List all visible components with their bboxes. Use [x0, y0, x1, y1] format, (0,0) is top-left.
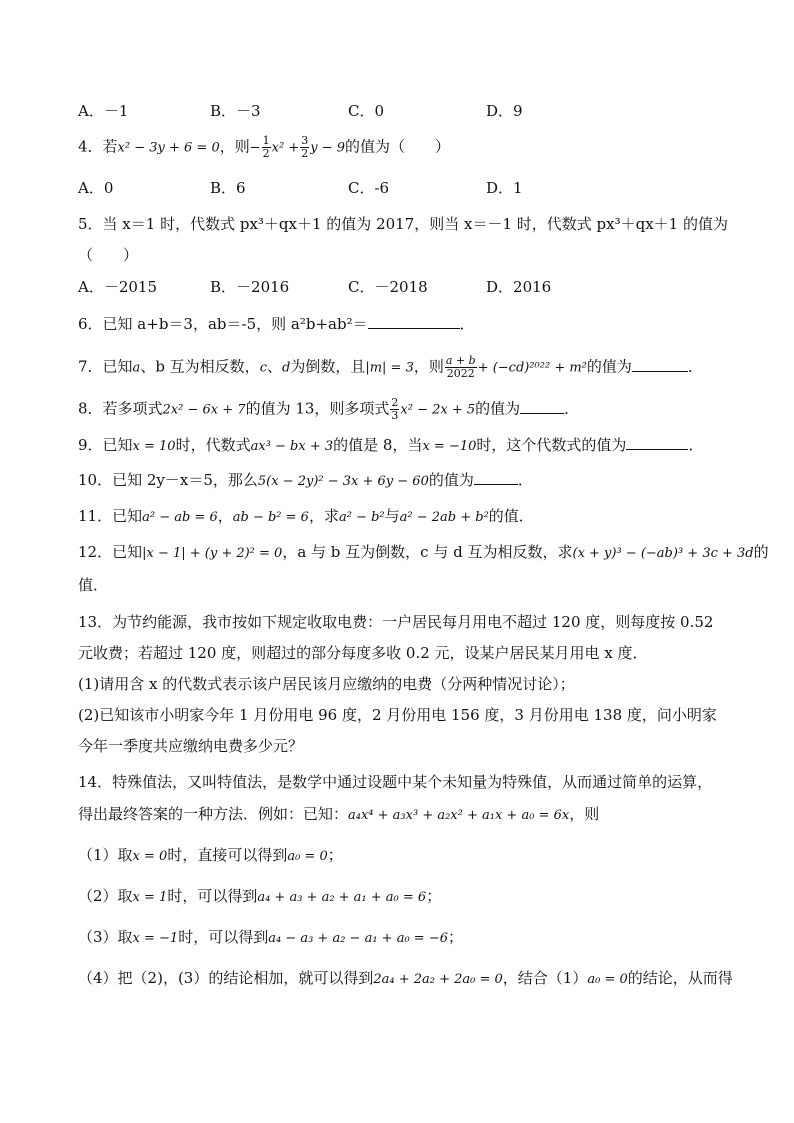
- q9-text-2: 的值是 8，当: [333, 436, 423, 454]
- question-6: [78, 314, 714, 334]
- q14-s1-eq: a₀ = 0: [287, 849, 328, 864]
- q3-option-a: A．－1: [78, 102, 129, 120]
- question-7: [78, 355, 714, 380]
- q4-option-b: B．6: [210, 179, 246, 197]
- q14-s2-x: x = 1: [132, 890, 168, 905]
- q5-option-a: A．－2015: [78, 278, 158, 296]
- question-9: [78, 435, 714, 457]
- q10-expr: 5(x − 2y)² − 3x + 6y − 60: [257, 474, 429, 489]
- q12-prefix: 12．已知: [78, 543, 143, 561]
- q11-expr-1: a² − b²: [338, 510, 385, 525]
- q10-answer-blank: [474, 470, 518, 485]
- q11-suffix: 的值．: [488, 507, 534, 525]
- q3-option-c: C．0: [348, 102, 385, 120]
- q14-s1-x: x = 0: [132, 849, 168, 864]
- q5-option-b: B．－2016: [210, 278, 290, 296]
- q4-option-d: D．1: [486, 179, 523, 197]
- q7-text-1: 、b 互为相反数，: [140, 357, 260, 376]
- q4-option-c: C．-6: [348, 179, 390, 197]
- q11-and: 与: [384, 507, 400, 525]
- q4-term-2: y − 9: [310, 140, 345, 156]
- q4-option-a: A．0: [78, 179, 114, 197]
- question-13-part-2: (2)已知该市小明家今年 1 月份用电 96 度，2 月份用电 156 度，3 月份用电 138 度，问小明家: [78, 706, 717, 724]
- q8-fraction: [390, 397, 399, 422]
- q7-suffix: 的值为: [586, 357, 632, 376]
- q8-expr-2: x² − 2x + 5: [400, 402, 476, 418]
- q7-expr: + (−cd)²⁰²² + m²: [477, 360, 587, 376]
- q5-option-d: D．2016: [486, 278, 552, 296]
- q9-cond-1: x = 10: [132, 439, 176, 454]
- q4-minus: −: [249, 140, 261, 156]
- q14-s1-end: ；: [327, 846, 343, 864]
- q14-s2-mid: 时，可以得到: [167, 887, 258, 905]
- q12-mid: ，a 与 b 互为倒数，c 与 d 互为相反数，求: [282, 543, 573, 561]
- q6-end: ．: [459, 315, 475, 333]
- q11-ask: ，求: [308, 507, 339, 525]
- q11-prefix: 11．已知: [78, 507, 143, 525]
- q3-option-d: D．9: [486, 102, 523, 120]
- q11-eq-1: a² − ab = 6: [142, 510, 218, 525]
- q4-condition: x² − 3y + 6 = 0: [117, 140, 220, 156]
- q7-abs: |m| = 3: [365, 360, 414, 376]
- question-14-step-3: [78, 927, 714, 949]
- q9-cond-2: x = −10: [422, 439, 477, 454]
- q14-identity: a₄x⁴ + a₃x³ + a₂x² + a₁x + a₀ = 6x: [348, 808, 570, 823]
- q7-fraction: [445, 355, 477, 380]
- q7-var-d: d: [281, 360, 291, 376]
- q9-end: ．: [688, 436, 704, 454]
- q14-s4-end: 的结论，从而得: [627, 969, 733, 987]
- q8-mid: 的值为 13，则多项式: [245, 399, 390, 418]
- q7-var-c: c: [259, 360, 267, 376]
- q9-answer-blank: [626, 435, 688, 450]
- q8-answer-blank: [520, 399, 564, 414]
- q8-expr-1: 2x² − 6x + 7: [162, 402, 246, 418]
- q14-s1-pre: （1）取: [78, 846, 133, 864]
- q10-end: ．: [517, 471, 533, 489]
- q12-expr: (x + y)³ − (−ab)³ + 3c + 3d: [572, 546, 754, 561]
- q14-then: ，则: [569, 805, 600, 823]
- q8-suffix: 的值为: [475, 399, 521, 418]
- q14-s3-eq: a₄ − a₃ + a₂ − a₁ + a₀ = −6: [268, 931, 448, 946]
- q4-f1-num: 1: [262, 134, 270, 147]
- q6-text: 6．已知 a+b＝3，ab＝-5，则 a²b+ab²＝: [78, 315, 368, 333]
- question-5-line-1: 5．当 x＝1 时，代数式 px³＋qx＋1 的值为 2017，则当 x＝－1 时，代数式 px³＋qx＋1 的值为: [78, 215, 728, 233]
- question-14-step-1: [78, 845, 714, 867]
- q12-condition: |x − 1| + (y + 2)² = 0: [142, 546, 283, 561]
- q14-intro: 得出最终答案的一种方法．例如：已知：: [78, 805, 349, 823]
- q14-s4-pre: （4）把（2)，(3）的结论相加，就可以得到: [78, 969, 374, 987]
- q4-suffix: 的值为（ ）: [345, 137, 451, 156]
- question-13-line-1: 13．为节约能源，我市按如下规定收取电费：一户居民每月用电不超过 120 度，则每度按 0.52: [78, 613, 714, 631]
- q4-fraction-1: [262, 135, 271, 160]
- question-14-line-1: 14．特殊值法，又叫特值法，是数学中通过设题中某个未知量为特殊值，从而通过简单的运算，: [78, 773, 713, 791]
- q14-s4-eq: 2a₄ + 2a₂ + 2a₀ = 0: [373, 972, 503, 987]
- question-13-part-2-cont: 今年一季度共应缴纳电费多少元？: [78, 737, 304, 755]
- q14-s2-pre: （2）取: [78, 887, 133, 905]
- q5-option-c: C．－2018: [348, 278, 428, 296]
- q4-mid: ，则: [219, 137, 250, 156]
- q4-f2-den: 2: [301, 147, 309, 160]
- q7-end: ．: [687, 357, 703, 376]
- q4-f1-den: 2: [262, 147, 270, 160]
- q8-prefix: 8．若多项式: [78, 399, 163, 418]
- q11-eq-2: ab − b² = 6: [232, 510, 309, 525]
- question-14-step-4: [78, 968, 733, 990]
- q14-s1-mid: 时，直接可以得到: [167, 846, 288, 864]
- q9-expr: ax³ − bx + 3: [250, 439, 334, 454]
- question-4: [78, 135, 714, 160]
- question-12: [78, 542, 769, 564]
- question-11: [78, 506, 714, 528]
- q7-text-2: 为倒数，且: [290, 357, 366, 376]
- q8-f-den: 3: [391, 409, 399, 422]
- q14-s3-mid: 时，可以得到: [178, 928, 269, 946]
- q8-end: ．: [564, 399, 580, 418]
- q14-s2-eq: a₄ + a₃ + a₂ + a₁ + a₀ = 6: [257, 890, 427, 905]
- question-8: [78, 397, 714, 422]
- q14-s2-end: ；: [426, 887, 442, 905]
- q7-var-a: a: [132, 360, 141, 376]
- q8-f-num: 2: [391, 396, 399, 409]
- q9-prefix: 9．已知: [78, 436, 133, 454]
- question-14-line-2: [78, 804, 714, 826]
- question-13-line-2: 元收费；若超过 120 度，则超过的部分每度多收 0.2 元，设某户居民某月用电 x 度．: [78, 644, 648, 662]
- question-14-step-2: [78, 886, 714, 908]
- q11-expr-2: a² − 2ab + b²: [399, 510, 489, 525]
- question-10: [78, 470, 714, 492]
- q4-prefix: 4．若: [78, 137, 118, 156]
- q7-sep: 、: [266, 357, 282, 376]
- q6-answer-blank: [368, 314, 460, 329]
- q4-term: x² +: [271, 140, 300, 156]
- q7-f-num: a + b: [445, 354, 476, 367]
- q10-suffix: 的值为: [428, 471, 474, 489]
- question-12-line-2: 值．: [78, 576, 109, 594]
- question-13-part-1: (1)请用含 x 的代数式表示该户居民该月应缴纳的电费（分两种情况讨论）；: [78, 675, 575, 693]
- q9-text-1: 时，代数式: [175, 436, 251, 454]
- q14-s3-end: ；: [447, 928, 463, 946]
- q7-answer-blank: [632, 357, 688, 372]
- q3-option-b: B．－3: [210, 102, 261, 120]
- question-5-line-2: （ ）: [78, 246, 139, 264]
- q14-s3-x: x = −1: [132, 931, 179, 946]
- q7-f-den: 2022: [446, 367, 475, 380]
- q7-text-3: ，则: [413, 357, 444, 376]
- q14-s3-pre: （3）取: [78, 928, 133, 946]
- q9-suffix: 时，这个代数式的值为: [476, 436, 627, 454]
- q10-prefix: 10．已知 2y－x＝5，那么: [78, 471, 258, 489]
- q4-f2-num: 3: [301, 134, 309, 147]
- q4-fraction-2: [300, 135, 309, 160]
- q7-prefix: 7．已知: [78, 357, 133, 376]
- q14-s4-mid: ，结合（1）: [502, 969, 588, 987]
- q12-suffix: 的: [753, 543, 769, 561]
- q14-s4-eq2: a₀ = 0: [587, 972, 628, 987]
- q11-sep: ，: [217, 507, 233, 525]
